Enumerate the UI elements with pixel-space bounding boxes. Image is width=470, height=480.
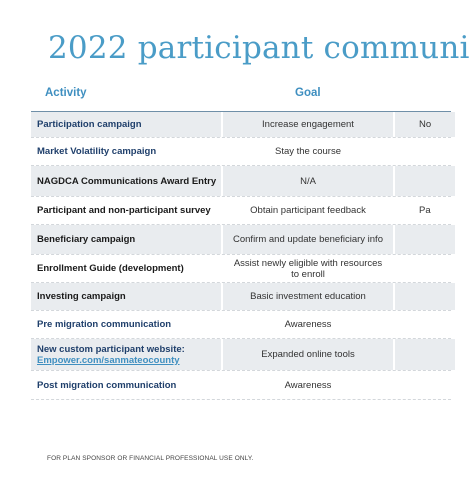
communications-table <box>31 80 451 400</box>
extra-cell <box>395 311 455 338</box>
activity-cell: Investing campaign <box>31 283 221 310</box>
activity-text: New custom participant website: <box>37 343 185 355</box>
table-row <box>31 112 451 138</box>
table-header <box>31 80 451 112</box>
extra-cell: No <box>395 112 455 137</box>
extra-cell <box>395 371 455 399</box>
table-row <box>31 255 451 283</box>
goal-cell: Basic investment education <box>223 283 393 310</box>
goal-cell: Stay the course <box>274 146 341 157</box>
table-row <box>31 339 451 371</box>
activity-cell: Participation campaign <box>31 112 221 137</box>
extra-cell <box>395 255 455 282</box>
page-title: 2022 participant communi <box>48 30 470 66</box>
activity-cell: Beneficiary campaign <box>31 225 221 254</box>
goal-cell: Awareness <box>284 379 332 391</box>
goal-cell: N/A <box>223 166 393 196</box>
goal-cell: Confirm and update beneficiary info <box>223 225 393 254</box>
extra-cell: Pa <box>419 205 431 216</box>
extra-cell <box>395 283 455 310</box>
extra-cell <box>395 339 455 370</box>
activity-cell: Market Volatility campaign <box>37 146 157 157</box>
extra-cell <box>395 138 455 165</box>
goal-cell: Expanded online tools <box>223 339 393 370</box>
header-goal: Goal <box>295 87 321 99</box>
activity-cell: Pre migration communication <box>37 319 172 330</box>
goal-cell: Assist newly eligible with resources to enroll <box>233 257 383 280</box>
activity-cell: Post migration communication <box>37 379 177 391</box>
activity-cell: Participant and non-participant survey <box>37 205 211 216</box>
table-row <box>31 138 451 166</box>
website-link[interactable]: Empower.com/sanmateocounty <box>37 354 180 366</box>
goal-cell: Increase engagement <box>223 112 393 137</box>
table-row <box>31 283 451 311</box>
extra-cell <box>395 166 455 196</box>
disclaimer-footer: FOR PLAN SPONSOR OR FINANCIAL PROFESSIONAL USE ONLY. <box>47 455 254 462</box>
extra-cell <box>395 225 455 254</box>
table-row <box>31 166 451 197</box>
goal-cell: Obtain participant feedback <box>250 205 366 216</box>
table-row <box>31 197 451 225</box>
table-row <box>31 311 451 339</box>
table-row <box>31 371 451 400</box>
header-activity: Activity <box>45 87 87 99</box>
activity-cell: Enrollment Guide (development) <box>37 263 184 274</box>
table-row <box>31 225 451 255</box>
goal-cell: Awareness <box>284 319 332 330</box>
activity-cell: NAGDCA Communications Award Entry <box>31 166 221 196</box>
activity-cell <box>31 339 221 370</box>
